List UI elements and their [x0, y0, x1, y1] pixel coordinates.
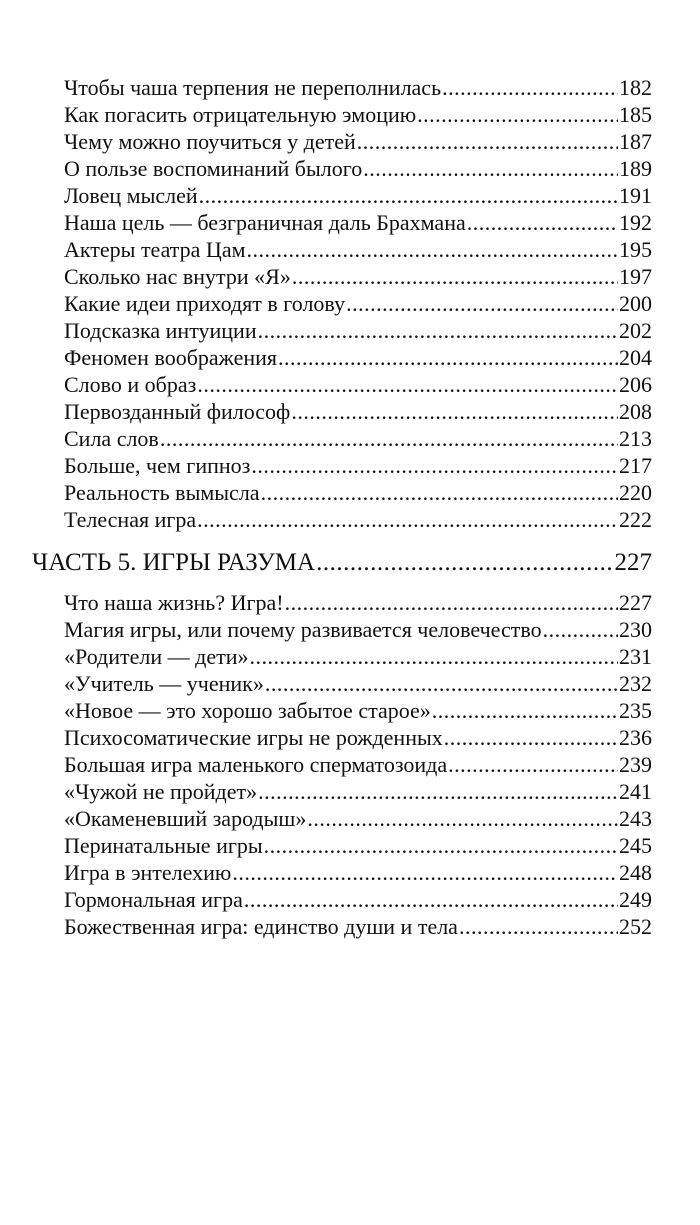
toc-entry: [64, 724, 652, 751]
dot-leader: [291, 398, 618, 425]
toc-entry: [64, 452, 652, 479]
toc-entry: [64, 778, 652, 805]
dot-leader: [357, 128, 618, 155]
part-title: ЧАСТЬ 5. ИГРЫ РАЗУМА: [32, 549, 316, 576]
toc-entry-page: 245: [619, 833, 652, 858]
dot-leader: [258, 778, 618, 805]
dot-leader: [346, 290, 618, 317]
toc-entry: [64, 643, 652, 670]
dot-leader: [444, 724, 618, 751]
dot-leader: [278, 344, 618, 371]
dot-leader: [244, 886, 618, 913]
toc-entry-title: Магия игры, или почему развивается человечество: [64, 617, 542, 642]
toc-entry-title: Больше, чем гипноз: [64, 453, 251, 478]
toc-entry: [64, 859, 652, 886]
toc-entry-page: 197: [619, 264, 652, 289]
toc-entry-title: О пользе воспоминаний былого: [64, 156, 363, 181]
toc-entry-title: Перинатальные игры: [64, 833, 263, 858]
toc-entry-page: 187: [619, 129, 652, 154]
toc-entry-page: 227: [619, 590, 652, 615]
toc-entry-title: Чтобы чаша терпения не переполнилась: [64, 75, 442, 100]
dot-leader: [432, 697, 618, 724]
toc-entry-title: «Чужой не пройдет»: [64, 779, 258, 804]
toc-entry-page: 236: [619, 725, 652, 750]
toc-entry-title: «Учитель — ученик»: [64, 671, 264, 696]
toc-entry: [64, 101, 652, 128]
toc-entry: [64, 155, 652, 182]
toc-entry: [64, 751, 652, 778]
dot-leader: [459, 913, 618, 940]
toc-entry: [64, 425, 652, 452]
toc-entry: [64, 670, 652, 697]
toc-entry-title: «Новое — это хорошо забытое старое»: [64, 698, 431, 723]
toc-entry-page: 200: [619, 291, 652, 316]
toc-entry-title: Игра в энтелехию: [64, 860, 232, 885]
toc-entry: [64, 805, 652, 832]
toc-entry: [64, 398, 652, 425]
toc-entry-page: 217: [619, 453, 652, 478]
toc-entry: [64, 832, 652, 859]
toc-entry-title: Гормональная игра: [64, 887, 243, 912]
dot-leader: [467, 209, 618, 236]
toc-entry-page: 195: [619, 237, 652, 262]
dot-leader: [316, 547, 613, 579]
toc-entry-page: 208: [619, 399, 652, 424]
dot-leader: [258, 317, 618, 344]
dot-leader: [442, 74, 618, 101]
dot-leader: [292, 263, 618, 290]
toc-entry-page: 204: [619, 345, 652, 370]
toc-entry-title: Феномен воображения: [64, 345, 277, 370]
toc-entry-title: Сколько нас внутри «Я»: [64, 264, 291, 289]
toc-entry-page: 231: [619, 644, 652, 669]
toc-entry-page: 243: [619, 806, 652, 831]
toc-entry-title: Первозданный философ: [64, 399, 291, 424]
toc-entry-page: 206: [619, 372, 652, 397]
dot-leader: [285, 589, 618, 616]
toc-entry-page: 230: [619, 617, 652, 642]
dot-leader: [264, 832, 618, 859]
toc-entry-title: Актеры театра Цам: [64, 237, 246, 262]
toc-entry: [64, 236, 652, 263]
toc-entry-title: Наша цель — безграничная даль Брахмана: [64, 210, 466, 235]
part-page: 227: [614, 549, 652, 576]
dot-leader: [250, 643, 619, 670]
dot-leader: [199, 182, 618, 209]
toc-entry: [64, 506, 652, 533]
toc-entry-page: 232: [619, 671, 652, 696]
dot-leader: [197, 506, 618, 533]
toc-entry-page: 248: [619, 860, 652, 885]
toc-entry-page: 220: [619, 480, 652, 505]
toc-entry: [64, 182, 652, 209]
toc-entry-page: 241: [619, 779, 652, 804]
toc-entry-title: Большая игра маленького сперматозоида: [64, 752, 448, 777]
toc-entry-title: «Окаменевший зародыш»: [64, 806, 307, 831]
dot-leader: [448, 751, 618, 778]
toc-entry-page: 192: [619, 210, 652, 235]
dot-leader: [160, 425, 618, 452]
dot-leader: [247, 236, 618, 263]
dot-leader: [417, 101, 618, 128]
toc-entry-page: 252: [619, 914, 652, 939]
toc-entry-page: 222: [619, 507, 652, 532]
toc-entry: [64, 74, 652, 101]
toc-entry-page: 191: [619, 183, 652, 208]
dot-leader: [363, 155, 618, 182]
toc-entry-title: Подсказка интуиции: [64, 318, 257, 343]
toc-entry: [64, 616, 652, 643]
toc-entry-page: 189: [619, 156, 652, 181]
dot-leader: [197, 371, 618, 398]
toc-entry-page: 235: [619, 698, 652, 723]
toc-entry: [64, 371, 652, 398]
toc-entry-title: Реальность вымысла: [64, 480, 260, 505]
toc-entry: [64, 913, 652, 940]
toc-entry: [64, 128, 652, 155]
toc-entry-title: Божественная игра: единство души и тела: [64, 914, 458, 939]
toc-entry-page: 213: [619, 426, 652, 451]
dot-leader: [251, 452, 618, 479]
toc-entry: [64, 697, 652, 724]
toc-entry-title: Чему можно поучиться у детей: [64, 129, 356, 154]
toc-entry-title: Ловец мыслей: [64, 183, 198, 208]
toc-entry-title: Какие идеи приходят в голову: [64, 291, 346, 316]
toc-entry-page: 202: [619, 318, 652, 343]
toc-entry: [64, 886, 652, 913]
toc-entry-page: 182: [619, 75, 652, 100]
toc-entry-page: 239: [619, 752, 652, 777]
dot-leader: [232, 859, 618, 886]
toc-entry-page: 249: [619, 887, 652, 912]
toc-entry: [64, 317, 652, 344]
toc-entry-title: Телесная игра: [64, 507, 197, 532]
toc-entry: [64, 589, 652, 616]
toc-entry-title: Сила слов: [64, 426, 159, 451]
toc-entry-title: Что наша жизнь? Игра!: [64, 590, 284, 615]
dot-leader: [261, 479, 618, 506]
toc-entry: [64, 344, 652, 371]
toc-entry: [64, 290, 652, 317]
dot-leader: [307, 805, 618, 832]
toc-entry-title: Слово и образ: [64, 372, 197, 397]
toc-entry-title: Как погасить отрицательную эмоцию: [64, 102, 417, 127]
dot-leader: [265, 670, 618, 697]
toc-entry: [64, 263, 652, 290]
toc-entry-title: Психосоматические игры не рожденных: [64, 725, 443, 750]
toc-entry-page: 185: [619, 102, 652, 127]
toc-entry: [64, 209, 652, 236]
toc-entry: [64, 479, 652, 506]
toc-part-heading: [32, 547, 652, 579]
dot-leader: [543, 616, 618, 643]
toc-entry-title: «Родители — дети»: [64, 644, 249, 669]
